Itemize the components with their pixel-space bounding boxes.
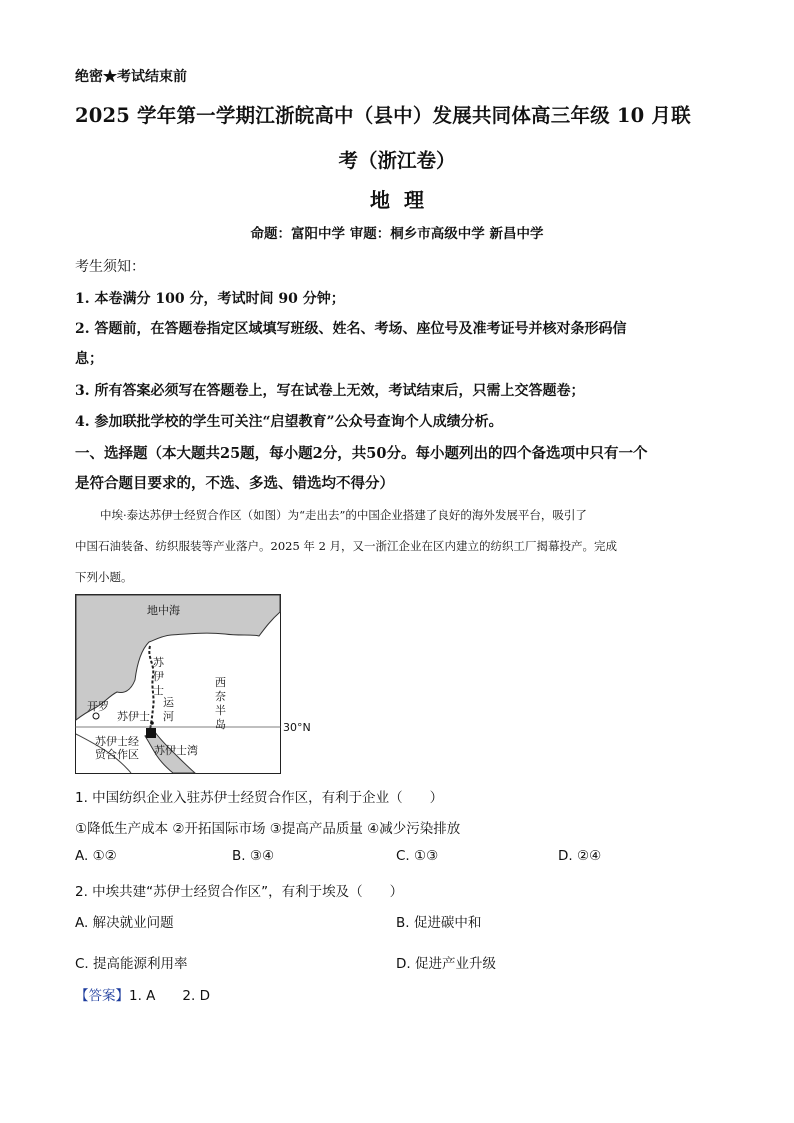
canal-label: 苏 [153,656,164,669]
secret-label: 绝密★考试结束前 [75,69,187,85]
note-item: 3. 所有答案必须写在答题卷上，写在试卷上无效，考试结束后，只需上交答题卷； [75,383,585,399]
note-item: 4. 参加联批学校的学生可关注“启望教育”公众号查询个人成绩分析。 [75,414,503,430]
suez-label: 苏伊士 [117,710,150,723]
zone-marker [146,728,156,738]
exam-title-line2: 考（浙江卷） [338,149,456,172]
context-line: 下列小题。 [75,570,133,584]
sinai-label: 半 [215,704,226,717]
cairo-dot [93,713,99,719]
answer-line [75,984,210,1004]
question-1-option-d[interactable]: D. ②④ [558,848,602,864]
subject-title: 地理 [370,188,438,212]
sinai-label: 奈 [215,690,226,703]
authors-line: 命题：富阳中学 审题：桐乡市高级中学 新昌中学 [250,226,544,242]
answer-tag: 【答案】 [75,988,129,1004]
question-1-option-c[interactable]: C. ①③ [396,848,439,864]
question-2-option-d[interactable]: D. 促进产业升级 [396,956,496,972]
notes-heading: 考生须知： [75,259,145,275]
note-item: 1. 本卷满分 100 分，考试时间 90 分钟； [75,291,345,307]
question-1-statements: ①降低生产成本 ②开拓国际市场 ③提高产品质量 ④减少污染排放 [75,821,461,837]
question-2-stem: 2. 中埃共建“苏伊士经贸合作区”，有利于埃及（ ） [75,884,404,900]
question-2-option-c[interactable]: C. 提高能源利用率 [75,956,188,972]
note-item: 息； [75,351,103,367]
latitude-label: 30°N [283,721,311,734]
question-1-option-b[interactable]: B. ③④ [232,848,275,864]
zone-label: 贸合作区 [95,748,139,761]
question-2-option-a[interactable]: A. 解决就业问题 [75,915,174,931]
cairo-label: 开罗 [87,700,109,713]
context-line: 中埃·泰达苏伊士经贸合作区（如图）为“走出去”的中国企业搭建了良好的海外发展平台，吸引了 [100,508,587,522]
canal-label: 河 [163,710,174,723]
canal-label: 运 [163,696,174,709]
answer-text: 1. A 2. D [129,988,210,1004]
sinai-label: 西 [215,676,226,689]
canal-label: 伊 [153,670,164,683]
question-1-option-a[interactable]: A. ①② [75,848,117,864]
question-1-stem: 1. 中国纺织企业入驻苏伊士经贸合作区，有利于企业（ ） [75,790,444,806]
sinai-label: 岛 [215,718,226,731]
suez-zone-map [75,594,281,774]
section-heading-line2: 是符合题目要求的，不选、多选、错选均不得分） [75,475,394,492]
gulf-label: 苏伊士湾 [154,744,198,757]
zone-label: 苏伊士经 [95,735,139,748]
question-2-option-b[interactable]: B. 促进碳中和 [396,915,482,931]
note-item: 2. 答题前，在答题卷指定区域填写班级、姓名、考场、座位号及准考证号并核对条形码信 [75,321,627,337]
sea-label: 地中海 [147,604,180,617]
context-line: 中国石油装备、纺织服装等产业落户。2025 年 2 月，又一浙江企业在区内建立的纺织工厂揭幕投产。完成 [75,539,618,553]
suez-dot [150,721,154,725]
section-heading-line1: 一、选择题（本大题共25题，每小题2分，共50分。每小题列出的四个备选项中只有一个 [75,445,648,462]
exam-title-line1: 2025 学年第一学期江浙皖高中（县中）发展共同体高三年级 10 月联 [75,104,691,127]
canal-label: 士 [153,684,164,697]
